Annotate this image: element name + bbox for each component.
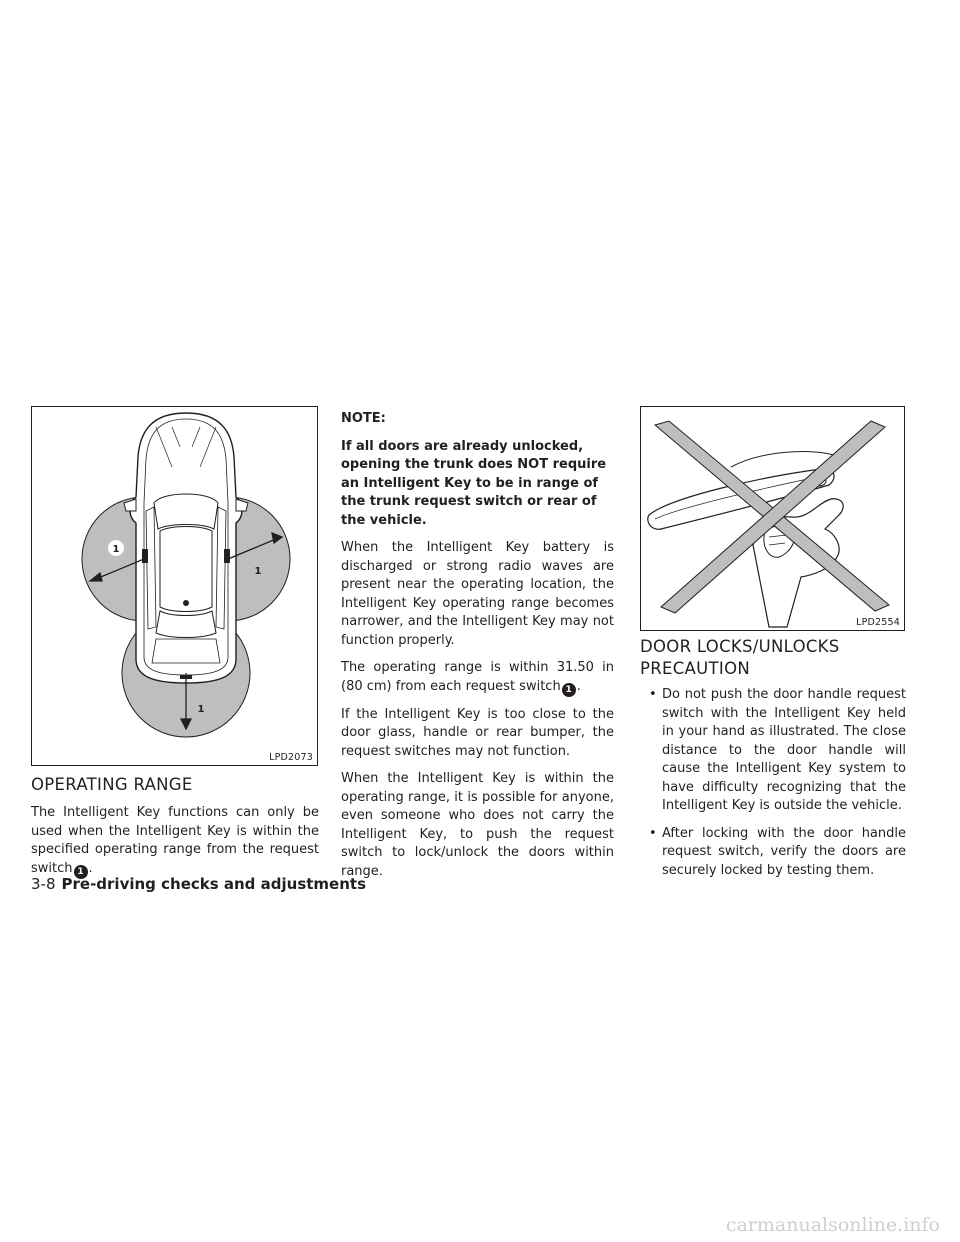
callout-badge: 1 (74, 865, 88, 879)
figure-code: LPD2554 (856, 617, 900, 628)
left-column (31, 774, 319, 888)
operating-range-figure (31, 406, 318, 766)
callout-badge: 1 (562, 683, 576, 697)
watermark-logo: carmanualsonline.info (725, 1214, 940, 1236)
request-switch-right (224, 549, 230, 563)
middle-column (341, 410, 614, 890)
door-locks-heading: DOOR LOCKS/UNLOCKS PRECAUTION (640, 637, 840, 678)
request-switch-left (142, 549, 148, 563)
windshield (154, 494, 218, 529)
note-paragraph-4: When the Intelligent Key is within the operating range, it is possible for anyone, even someone who does not carry the Intelligent Key, to push the request switch to lock/unlock the doors within range. (341, 771, 614, 879)
note-bold-text: If all doors are already unlocked, opening the trunk does NOT require an Intelligent Key to be in range of the trunk request switch or rear of the vehicle. (341, 438, 607, 528)
callout-1-rear: 1 (197, 704, 205, 715)
note-paragraph-2: The operating range is within 31.50 in (80 cm) from each request switch 1 . (341, 660, 614, 695)
door-handle-illustration (641, 407, 904, 630)
callout-1-right: 1 (254, 566, 262, 577)
list-item: • After locking with the door handle request switch, verify the doors are securely locked by testing them. (649, 825, 906, 878)
page-number: 3-8 (31, 875, 56, 893)
figure-code: LPD2073 (269, 752, 313, 763)
operating-range-heading: OPERATING RANGE (31, 775, 193, 794)
roof (160, 527, 212, 612)
note-label: NOTE: (341, 411, 386, 426)
precaution-list (640, 686, 906, 880)
note-paragraph-3: If the Intelligent Key is too close to the door glass, handle or rear bumper, the request switches may not function. (341, 706, 614, 759)
section-title: Pre-driving checks and adjustments (61, 875, 367, 893)
operating-range-paragraph: The Intelligent Key functions can only be used when the Intelligent Key is within the specified operating range from the request switch 1 . (31, 805, 319, 877)
list-item: • Do not push the door handle request switch with the Intelligent Key held in your hand as illustrated. The close distance to the door handle will cause the Intelligent Key system to have difficulty recognizing that the Intelligent Key is outside the vehicle. (649, 687, 906, 813)
page-footer (31, 875, 366, 893)
note-paragraph-1: When the Intelligent Key battery is discharged or strong radio waves are present near the operating location, the Intelligent Key operating range becomes narrower, and the Intelligent Key may not function properly. (341, 540, 614, 648)
door-handle-figure (640, 406, 905, 631)
right-column (640, 636, 906, 889)
callout-1-left: 1 (112, 544, 120, 555)
car-top-view-illustration (32, 407, 317, 765)
